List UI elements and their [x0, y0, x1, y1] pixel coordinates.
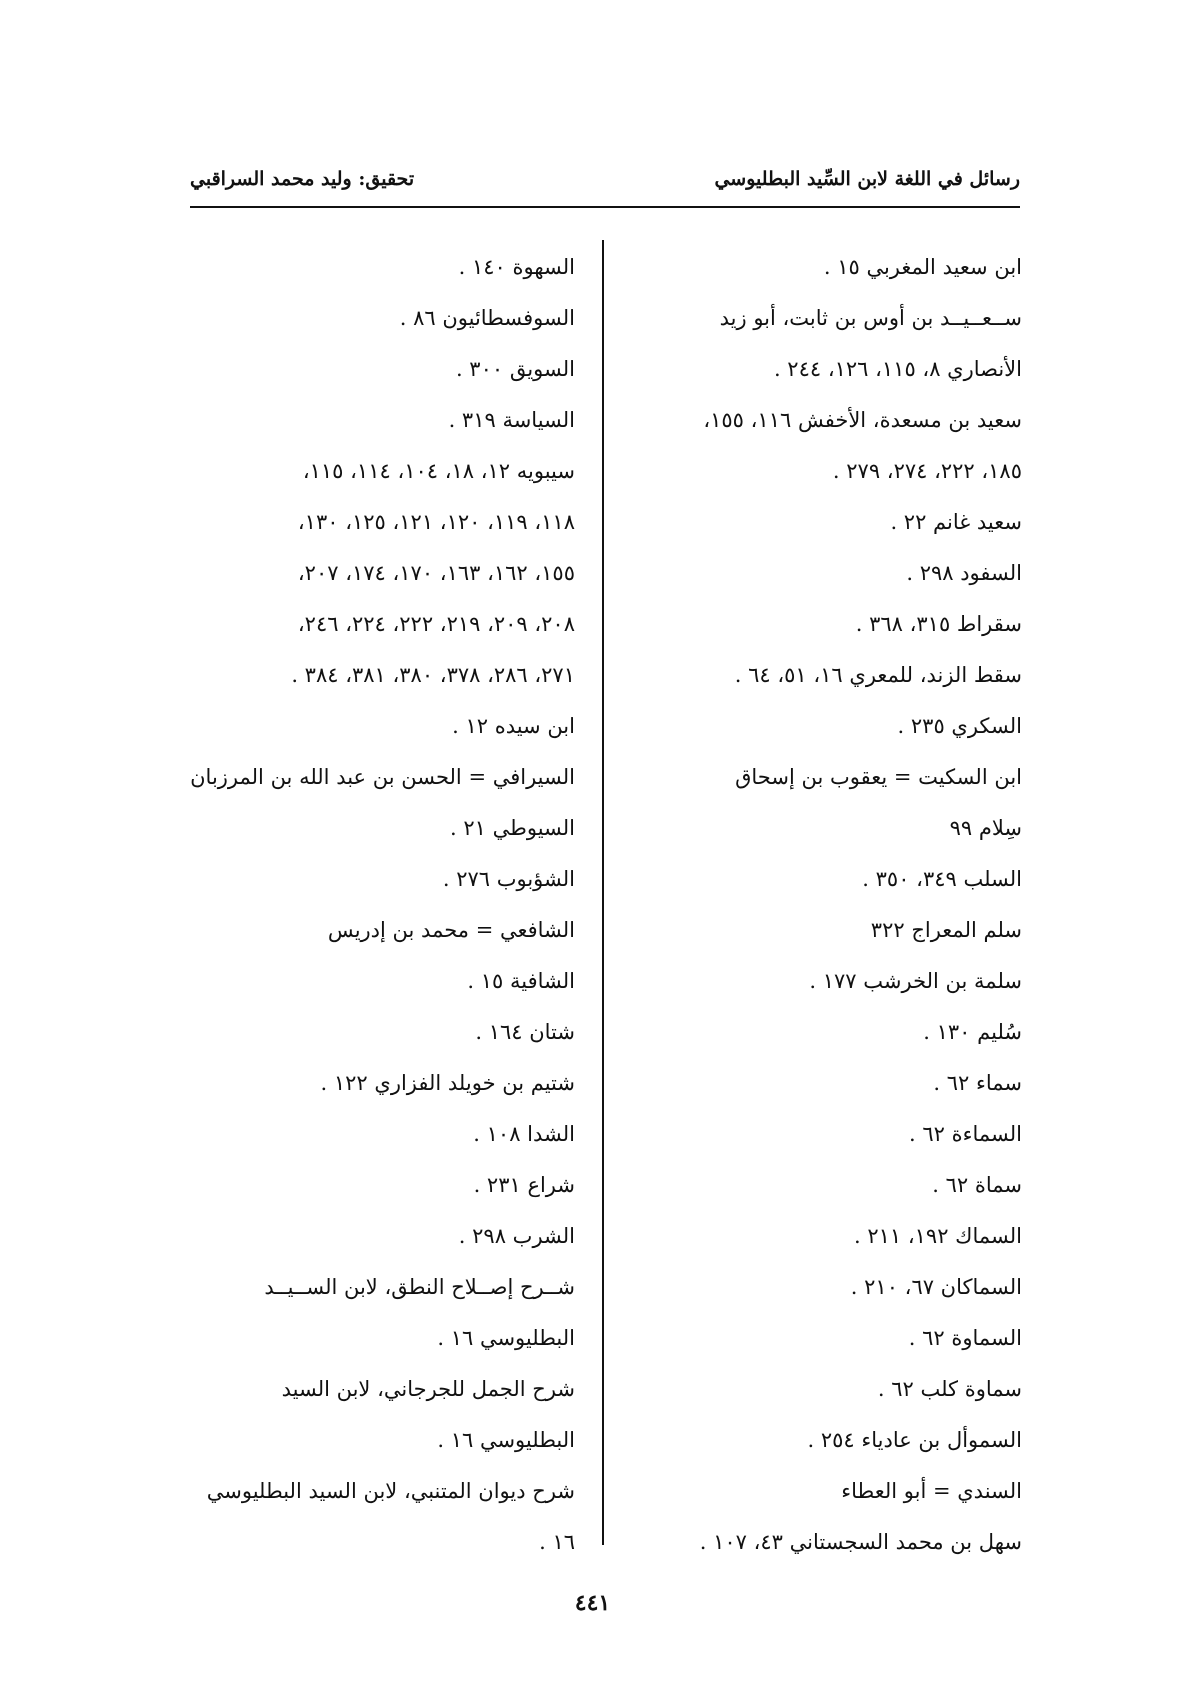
index-entry: شرح ديوان المتنبي، لابن السيد البطليوسي [206, 1479, 575, 1503]
index-entry: ١١٨، ١١٩، ١٢٠، ١٢١، ١٢٥، ١٣٠، [297, 510, 575, 534]
index-entry: سلم المعراج ٣٢٢ [870, 918, 1022, 942]
index-entry: الأنصاري ٨، ١١٥، ١٢٦، ٢٤٤ . [773, 357, 1022, 381]
index-entry: السفود ٢٩٨ . [906, 561, 1022, 585]
index-entry: سعيد غانم ٢٢ . [890, 510, 1022, 534]
editor-credit: تحقيق: وليد محمد السراقبي [190, 168, 415, 190]
index-entry: ســعــيــد بن أوس بن ثابت، أبو زيد [719, 306, 1022, 330]
index-entry: الشافية ١٥ . [467, 969, 575, 993]
index-entry: السيرافي = الحسن بن عبد الله بن المرزبان [190, 765, 575, 789]
header-rule [190, 206, 1020, 208]
index-entry: سُليم ١٣٠ . [923, 1020, 1022, 1044]
index-entry: ٢٠٨، ٢٠٩، ٢١٩، ٢٢٢، ٢٢٤، ٢٤٦، [297, 612, 575, 636]
index-entry: ١٥٥، ١٦٢، ١٦٣، ١٧٠، ١٧٤، ٢٠٧، [297, 561, 575, 585]
index-entry: شتيم بن خويلد الفزاري ١٢٢ . [320, 1071, 575, 1095]
index-entry: سماوة كلب ٦٢ . [877, 1377, 1022, 1401]
index-entry: السياسة ٣١٩ . [448, 408, 575, 432]
index-entry: الشدا ١٠٨ . [473, 1122, 575, 1146]
index-entry: سقراط ٣١٥، ٣٦٨ . [855, 612, 1022, 636]
index-column-left [175, 242, 575, 1568]
index-entry: ١٨٥، ٢٢٢، ٢٧٤، ٢٧٩ . [832, 459, 1022, 483]
index-entry: البطليوسي ١٦ . [437, 1326, 575, 1350]
index-entry: سِلام ٩٩ [949, 816, 1022, 840]
index-entry: السندي = أبو العطاء [841, 1479, 1022, 1503]
index-entry: سماة ٦٢ . [932, 1173, 1022, 1197]
index-entry: سيبويه ١٢، ١٨، ١٠٤، ١١٤، ١١٥، [302, 459, 575, 483]
book-title: رسائل في اللغة لابن السِّيد البطليوسي [714, 168, 1020, 190]
index-entry: السماءة ٦٢ . [909, 1122, 1022, 1146]
index-entry: البطليوسي ١٦ . [437, 1428, 575, 1452]
index-entry: شــرح إصــلاح النطق، لابن الســيــد [264, 1275, 575, 1299]
index-entry: ابن السكيت = يعقوب بن إسحاق [735, 765, 1022, 789]
index-entry: سماء ٦٢ . [933, 1071, 1022, 1095]
index-entry: سقط الزند، للمعري ١٦، ٥١، ٦٤ . [734, 663, 1022, 687]
index-entry: السماك ١٩٢، ٢١١ . [854, 1224, 1022, 1248]
index-entry: السوفسطائيون ٨٦ . [399, 306, 575, 330]
page-number: ٤٤١ [574, 1590, 611, 1616]
index-entry: شراع ٢٣١ . [473, 1173, 575, 1197]
index-entry: الشافعي = محمد بن إدريس [327, 918, 575, 942]
index-entry: السهوة ١٤٠ . [458, 255, 575, 279]
index-entry: الشرب ٢٩٨ . [458, 1224, 575, 1248]
index-entry: السلب ٣٤٩، ٣٥٠ . [862, 867, 1022, 891]
index-entry: سهل بن محمد السجستاني ٤٣، ١٠٧ . [699, 1530, 1022, 1554]
index-entry: السويق ٣٠٠ . [455, 357, 575, 381]
column-divider [602, 240, 604, 1545]
index-entry: شرح الجمل للجرجاني، لابن السيد [281, 1377, 575, 1401]
index-entry: السماوة ٦٢ . [908, 1326, 1022, 1350]
index-entry: ابن سيده ١٢ . [452, 714, 575, 738]
index-entry: شتان ١٦٤ . [475, 1020, 575, 1044]
index-entry: الشؤبوب ٢٧٦ . [442, 867, 575, 891]
index-entry: سلمة بن الخرشب ١٧٧ . [809, 969, 1022, 993]
index-entry: السماكان ٦٧، ٢١٠ . [850, 1275, 1022, 1299]
running-header [190, 160, 1020, 200]
index-entry: السيوطي ٢١ . [450, 816, 575, 840]
index-entry: سعيد بن مسعدة، الأخفش ١١٦، ١٥٥، [703, 408, 1022, 432]
index-entry: ١٦ . [539, 1530, 575, 1554]
index-entry: السكري ٢٣٥ . [897, 714, 1022, 738]
index-entry: ابن سعيد المغربي ١٥ . [823, 255, 1022, 279]
index-entry: ٢٧١، ٢٨٦، ٣٧٨، ٣٨٠، ٣٨١، ٣٨٤ . [291, 663, 575, 687]
index-column-right [632, 242, 1022, 1568]
index-entry: السموأل بن عادياء ٢٥٤ . [807, 1428, 1022, 1452]
